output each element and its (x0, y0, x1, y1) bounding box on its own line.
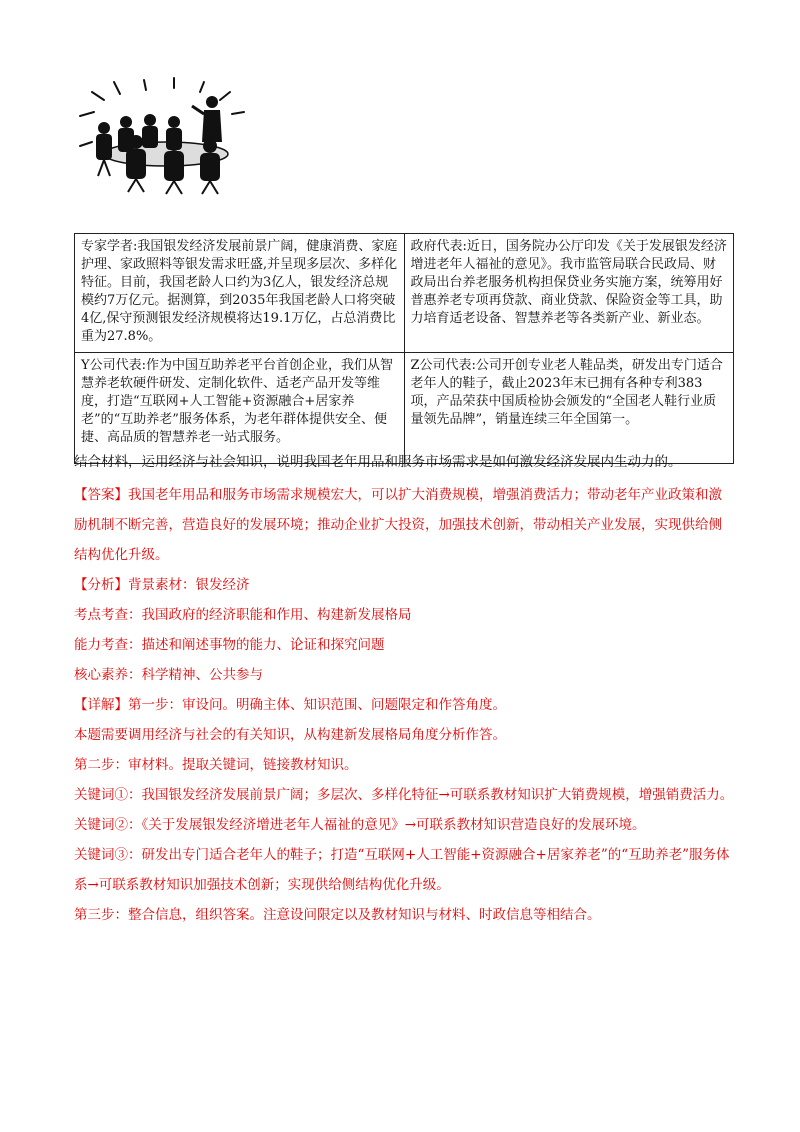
suyang-line: 核心素养：科学精神、公共参与 (74, 667, 263, 683)
detail-tag: 【详解】 (74, 697, 128, 713)
government-cell: 政府代表:近日，国务院办公厅印发《关于发展银发经济增进老年人福祉的意见》。我市监管局联合民政局、财政局出台养老服务机构担保贷业务实施方案，统筹用好普惠养老专项再贷款、商业贷款、保险资金等工具，助力培育适老设备、智慧养老等各类新产业、新业态。 (404, 234, 734, 353)
detail-step2: 第二步：审材料。提取关键词，链接教材知识。 (74, 757, 358, 773)
expert-cell: 专家学者:我国银发经济发展前景广阔，健康消费、家庭护理、家政照料等银发需求旺盛,并呈现多层次、多样化特征。目前，我国老龄人口约为3亿人，银发经济总规模约7万亿元。据测算，到2035年我国老龄人口将突破4亿,保守预测银发经济规模将达19.1万亿，占总消费比重为27.8%。 (75, 234, 405, 353)
meeting-illustration (74, 76, 250, 196)
detail-step3: 第三步：整合信息，组织答案。注意设问限定以及教材知识与材料、时政信息等相结合。 (74, 907, 601, 923)
detail-step1-desc: 本题需要调用经济与社会的有关知识，从构建新发展格局角度分析作答。 (74, 727, 506, 743)
kaodian-line: 考点考查：我国政府的经济职能和作用、构建新发展格局 (74, 607, 412, 623)
detail-step1: 第一步：审设问。明确主体、知识范围、问题限定和作答角度。 (128, 697, 506, 713)
analysis-line (74, 570, 734, 600)
answer-text: 我国老年用品和服务市场需求规模宏大，可以扩大消费规模，增强消费活力；带动老年产业政策和激励机制不断完善，营造良好的发展环境；推动企业扩大投资，加强技术创新，带动相关产业发展，实现供给侧结构优化升级。 (74, 487, 722, 563)
company-y-cell: Y公司代表:作为中国互助养老平台首创企业，我们从智慧养老软硬件研发、定制化软件、适老产品开发等维度，打造“互联网+人工智能+资源融合+居家养老”的“互助养老”服务体系，为老年群体提供安全、便捷、高品质的智慧养老一站式服务。 (75, 353, 405, 464)
keyword-2: 关键词②：《关于发展银发经济增进老年人福祉的意见》→可联系教材知识营造良好的发展环境。 (74, 817, 646, 833)
analysis-background: 背景素材：银发经济 (128, 577, 250, 593)
company-z-cell: Z公司代表:公司开创专业老人鞋品类，研发出专门适合老年人的鞋子，截止2023年末已拥有各种专利383项，产品荣获中国质检协会颁发的“全国老人鞋行业质量领先品牌”，销量连续三年全国第一。 (404, 353, 734, 464)
keyword-1: 关键词①：我国银发经济发展前景广阔；多层次、多样化特征→可联系教材知识扩大销费规模，增强销费活力。 (74, 787, 734, 803)
materials-table (74, 233, 734, 464)
solution-section (74, 480, 734, 930)
analysis-tag: 【分析】 (74, 577, 128, 593)
answer-paragraph (74, 480, 734, 570)
keyword-3: 关键词③：研发出专门适合老年人的鞋子；打造“互联网+人工智能+资源融合+居家养老”的“互助养老”服务体系→可联系教材知识加强技术创新；实现供给侧结构优化升级。 (74, 847, 730, 893)
answer-tag: 【答案】 (74, 487, 128, 503)
detail-step1-line (74, 690, 734, 720)
question-text: 结合材料，运用经济与社会知识，说明我国老年用品和服务市场需求是如何激发经济发展内生动力的。 (74, 454, 682, 470)
nengli-line: 能力考查：描述和阐述事物的能力、论证和探究问题 (74, 637, 385, 653)
